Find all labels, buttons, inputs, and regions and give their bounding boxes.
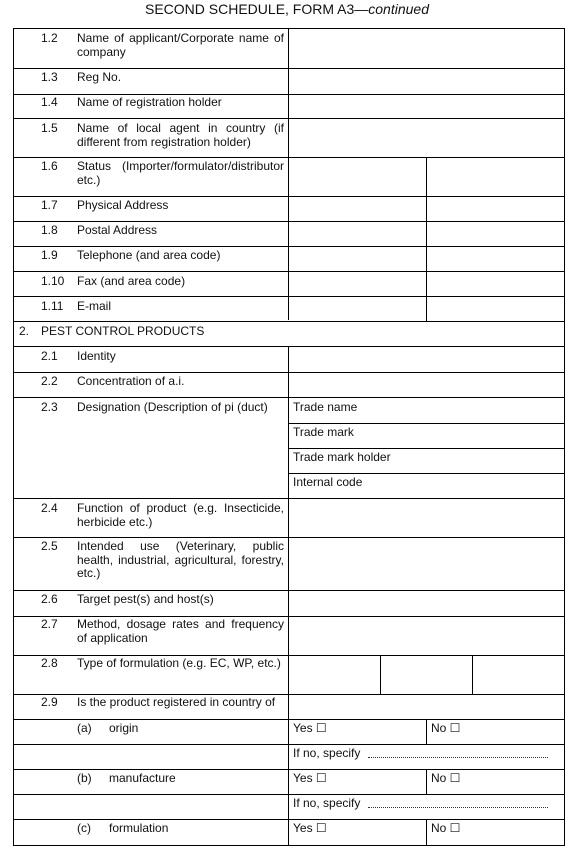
row-label-function: Function of product (e.g. Insecticide, herbicide etc.) bbox=[77, 501, 284, 529]
row-number: 2.1 bbox=[41, 349, 58, 363]
section-number: 2. bbox=[19, 324, 30, 338]
row-label-fax: Fax (and area code) bbox=[77, 274, 186, 288]
row-label-telephone: Telephone (and area code) bbox=[77, 248, 221, 262]
row-number: 1.11 bbox=[41, 299, 64, 313]
internal-code-label: Internal code bbox=[293, 475, 363, 489]
row-number: 1.6 bbox=[41, 159, 58, 173]
row-label-status: Status (Importer/formulator/distributor etc.) bbox=[77, 159, 284, 187]
row-label-physical-address: Physical Address bbox=[77, 198, 169, 212]
row-number: 1.4 bbox=[41, 95, 58, 109]
row-number: 1.3 bbox=[41, 70, 58, 84]
row-label-concentration: Concentration of a.i. bbox=[77, 374, 185, 388]
row-number: 1.10 bbox=[41, 274, 65, 288]
row-label-registered-question: Is the product registered in country of bbox=[77, 695, 276, 709]
row-number: 1.9 bbox=[41, 248, 58, 262]
manufacture-specify-line[interactable] bbox=[368, 807, 548, 808]
manufacture-no-checkbox[interactable]: No ☐ bbox=[431, 771, 461, 785]
row-label-reg-no: Reg No. bbox=[77, 70, 122, 84]
row-number: 2.4 bbox=[41, 501, 58, 515]
row-number: 2.9 bbox=[41, 695, 58, 709]
row-label-designation: Designation (Description of pi (duct) bbox=[77, 400, 268, 414]
trade-name-label: Trade name bbox=[293, 400, 358, 414]
row-number: 2.5 bbox=[41, 539, 58, 553]
trade-mark-label: Trade mark bbox=[293, 425, 354, 439]
origin-label: origin bbox=[109, 721, 139, 735]
trade-mark-holder-label: Trade mark holder bbox=[293, 450, 391, 464]
row-number: 1.2 bbox=[41, 31, 58, 45]
row-label-local-agent: Name of local agent in country (if different from registration holder) bbox=[77, 121, 284, 149]
item-letter: (b) bbox=[77, 771, 92, 785]
origin-yes-checkbox[interactable]: Yes ☐ bbox=[293, 721, 327, 735]
row-label-registration-holder: Name of registration holder bbox=[77, 95, 222, 109]
origin-specify-label: If no, specify bbox=[293, 746, 361, 760]
formulation-label: formulation bbox=[109, 821, 169, 835]
page-title: SECOND SCHEDULE, FORM A3—continued bbox=[145, 1, 429, 17]
row-number: 2.7 bbox=[41, 617, 58, 631]
item-letter: (c) bbox=[77, 821, 91, 835]
row-number: 1.7 bbox=[41, 198, 58, 212]
manufacture-specify-label: If no, specify bbox=[293, 796, 361, 810]
section-heading: PEST CONTROL PRODUCTS bbox=[41, 324, 205, 338]
origin-specify-line[interactable] bbox=[368, 757, 548, 758]
row-number: 2.2 bbox=[41, 374, 58, 388]
row-label-email: E-mail bbox=[77, 299, 112, 313]
row-label-formulation-type: Type of formulation (e.g. EC, WP, etc.) bbox=[77, 656, 281, 670]
item-letter: (a) bbox=[77, 721, 92, 735]
row-label-postal-address: Postal Address bbox=[77, 223, 158, 237]
row-number: 1.5 bbox=[41, 121, 58, 135]
row-number: 2.8 bbox=[41, 656, 58, 670]
row-label-applicant-name: Name of applicant/Corporate name of company bbox=[77, 31, 284, 59]
row-number: 2.3 bbox=[41, 400, 58, 414]
row-label-identity: Identity bbox=[77, 349, 116, 363]
row-label-method: Method, dosage rates and frequency of application bbox=[77, 617, 284, 645]
formulation-yes-checkbox[interactable]: Yes ☐ bbox=[293, 821, 327, 835]
manufacture-yes-checkbox[interactable]: Yes ☐ bbox=[293, 771, 327, 785]
manufacture-label: manufacture bbox=[109, 771, 176, 785]
origin-no-checkbox[interactable]: No ☐ bbox=[431, 721, 461, 735]
formulation-no-checkbox[interactable]: No ☐ bbox=[431, 821, 461, 835]
row-label-target-pest: Target pest(s) and host(s) bbox=[77, 592, 214, 606]
row-label-intended-use: Intended use (Veterinary, public health, industrial, agricultural, forestry, etc.) bbox=[77, 539, 284, 580]
row-number: 1.8 bbox=[41, 223, 58, 237]
row-number: 2.6 bbox=[41, 592, 58, 606]
